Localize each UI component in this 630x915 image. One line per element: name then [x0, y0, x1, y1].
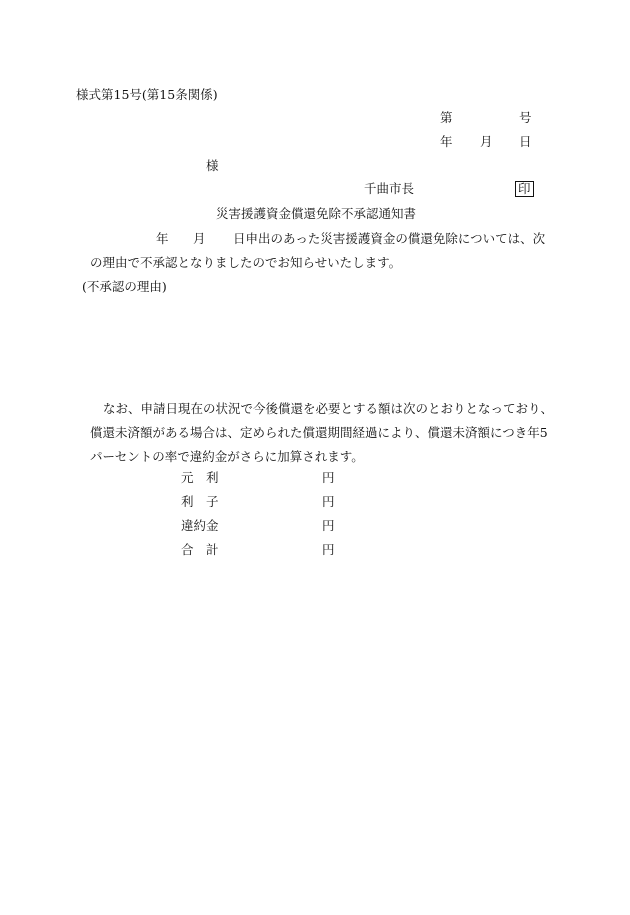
- amount-label-interest: 利 子: [181, 494, 219, 509]
- sender-name: 千曲市長: [364, 181, 415, 196]
- form-number: 様式第15号(第15条関係): [76, 87, 218, 102]
- document-title: 災害援護資金償還免除不承認通知書: [216, 206, 417, 221]
- amount-label-principal: 元 利: [181, 470, 219, 485]
- amount-unit-interest: 円: [322, 494, 335, 509]
- amount-label-penalty: 違約金: [181, 518, 219, 533]
- notice-line-1: なお、申請日現在の状況で今後償還を必要とする額は次のとおりとなっており、: [103, 401, 554, 416]
- notice-line-3: パーセントの率で違約金がさらに加算されます。: [90, 449, 364, 464]
- date-month-label: 月: [480, 134, 493, 149]
- seal-mark: [515, 181, 534, 197]
- reason-heading: (不承認の理由): [82, 279, 167, 294]
- date-year-label: 年: [440, 134, 453, 149]
- amount-unit-penalty: 円: [322, 518, 335, 533]
- amount-unit-total: 円: [322, 542, 335, 557]
- number-suffix: 号: [519, 110, 532, 125]
- amount-unit-principal: 円: [322, 470, 335, 485]
- notice-line-2: 償還未済額がある場合は、定められた償還期間経過により、償還未済額につき年5: [90, 425, 548, 440]
- intro-line-1: 日申出のあった災害援護資金の償還免除については、次: [233, 231, 546, 246]
- number-prefix: 第: [440, 110, 453, 125]
- seal-char: 印: [515, 181, 534, 197]
- intro-year-label: 年: [156, 231, 169, 246]
- recipient-honorific: 様: [206, 158, 219, 173]
- intro-month-label: 月: [193, 231, 206, 246]
- amount-label-total: 合 計: [181, 542, 219, 557]
- date-day-label: 日: [519, 134, 532, 149]
- intro-line-2: の理由で不承認となりましたのでお知らせいたします。: [90, 255, 402, 270]
